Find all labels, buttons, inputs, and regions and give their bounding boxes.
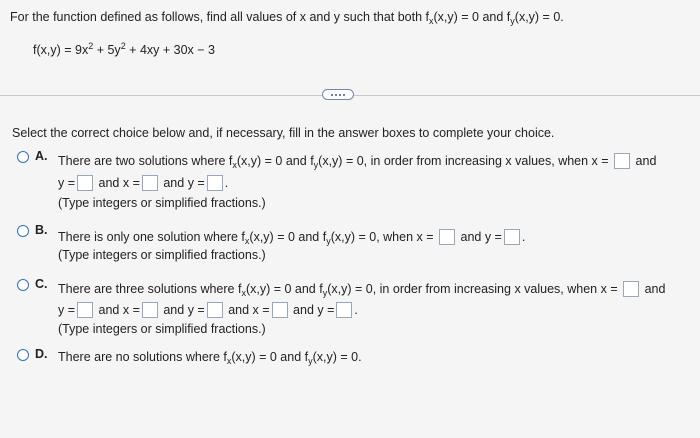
choice-text: (x,y) = 0, in order from increasing x values, when x =	[318, 154, 609, 168]
answer-box-c-x1[interactable]	[623, 281, 639, 297]
answer-box-b-y[interactable]	[504, 229, 520, 245]
choice-text: and y =	[460, 230, 502, 244]
choice-b-radio[interactable]	[17, 225, 29, 237]
subscript-x: x	[226, 356, 232, 366]
choice-text: There are three solutions where f	[58, 282, 242, 296]
choice-b-letter: B.	[35, 223, 48, 237]
answer-box-c-y1[interactable]	[77, 302, 93, 318]
function-part: + 4xy + 30x − 3	[125, 43, 215, 57]
choice-text: There is only one solution where f	[58, 230, 245, 244]
exponent: 2	[120, 41, 126, 51]
subscript-y: y	[326, 236, 331, 246]
choice-text: y =	[58, 176, 76, 190]
choice-d-letter: D.	[35, 347, 48, 361]
choice-c-line-2	[58, 301, 358, 319]
question-prompt	[10, 8, 564, 26]
choice-d-radio[interactable]	[17, 349, 29, 361]
choice-text: y =	[58, 303, 76, 317]
choice-a-line-1	[58, 152, 656, 170]
choice-text: and	[644, 282, 666, 296]
choice-text: (x,y) = 0 and f	[249, 230, 327, 244]
answer-box-a-x1[interactable]	[614, 153, 630, 169]
more-options-button[interactable]	[322, 89, 354, 100]
choice-b-line-1	[58, 228, 525, 246]
answer-box-a-y2[interactable]	[207, 175, 223, 191]
choice-a-note: (Type integers or simplified fractions.)	[58, 196, 266, 210]
choice-a-letter: A.	[35, 149, 48, 163]
ellipsis-icon	[343, 94, 345, 96]
answer-box-b-x[interactable]	[439, 229, 455, 245]
subscript-y: y	[510, 16, 515, 26]
choice-text: There are no solutions where f	[58, 350, 227, 364]
subscript-y: y	[308, 356, 313, 366]
answer-box-a-y1[interactable]	[77, 175, 93, 191]
choice-text: .	[224, 176, 229, 190]
choice-c-note: (Type integers or simplified fractions.)	[58, 322, 266, 336]
choice-text: and x =	[98, 303, 140, 317]
choice-text: and x =	[98, 176, 140, 190]
ellipsis-icon	[335, 94, 337, 96]
subscript-x: x	[232, 160, 237, 170]
choice-text: .	[354, 303, 358, 317]
choice-a-radio[interactable]	[17, 151, 29, 163]
choice-text: (x,y) = 0.	[312, 350, 362, 364]
answer-box-c-y3[interactable]	[336, 302, 352, 318]
choice-text: and x =	[228, 303, 270, 317]
function-part: + 5y	[93, 43, 121, 57]
choice-d-line-1	[58, 348, 362, 366]
function-definition	[33, 41, 215, 59]
choice-c-radio[interactable]	[17, 279, 29, 291]
choice-text: (x,y) = 0, when x =	[330, 230, 434, 244]
ellipsis-icon	[339, 94, 341, 96]
subscript-y: y	[322, 288, 328, 298]
choice-a-line-2	[58, 174, 228, 192]
answer-box-c-x2[interactable]	[142, 302, 158, 318]
answer-box-c-y2[interactable]	[207, 302, 223, 318]
choice-text: and	[635, 154, 657, 168]
choice-text: (x,y) = 0 and f	[236, 154, 314, 168]
choice-text: and y =	[163, 303, 205, 317]
exponent: 2	[88, 41, 94, 51]
subscript-x: x	[429, 16, 434, 26]
subscript-y: y	[313, 160, 319, 170]
instruction-text: Select the correct choice below and, if necessary, fill in the answer boxes to complete your choice.	[12, 126, 555, 140]
question-text: (x,y) = 0.	[514, 10, 564, 24]
choice-text: (x,y) = 0, in order from increasing x values, when x =	[327, 282, 618, 296]
choice-c-letter: C.	[35, 277, 48, 291]
choice-text: (x,y) = 0 and f	[231, 350, 309, 364]
choice-b-note: (Type integers or simplified fractions.)	[58, 248, 266, 262]
question-text: For the function defined as follows, find all values of x and y such that both f	[10, 10, 429, 24]
subscript-x: x	[241, 288, 246, 298]
question-text: (x,y) = 0 and f	[433, 10, 511, 24]
choice-text: and y =	[163, 176, 205, 190]
ellipsis-icon	[331, 94, 333, 96]
function-part: f(x,y) = 9x	[33, 43, 89, 57]
answer-box-c-x3[interactable]	[272, 302, 288, 318]
answer-box-a-x2[interactable]	[142, 175, 158, 191]
choice-text: (x,y) = 0 and f	[245, 282, 323, 296]
choice-text: There are two solutions where f	[58, 154, 233, 168]
choice-text: and y =	[293, 303, 335, 317]
choice-c-line-1	[58, 280, 665, 298]
choice-text: .	[521, 230, 526, 244]
subscript-x: x	[244, 236, 250, 246]
